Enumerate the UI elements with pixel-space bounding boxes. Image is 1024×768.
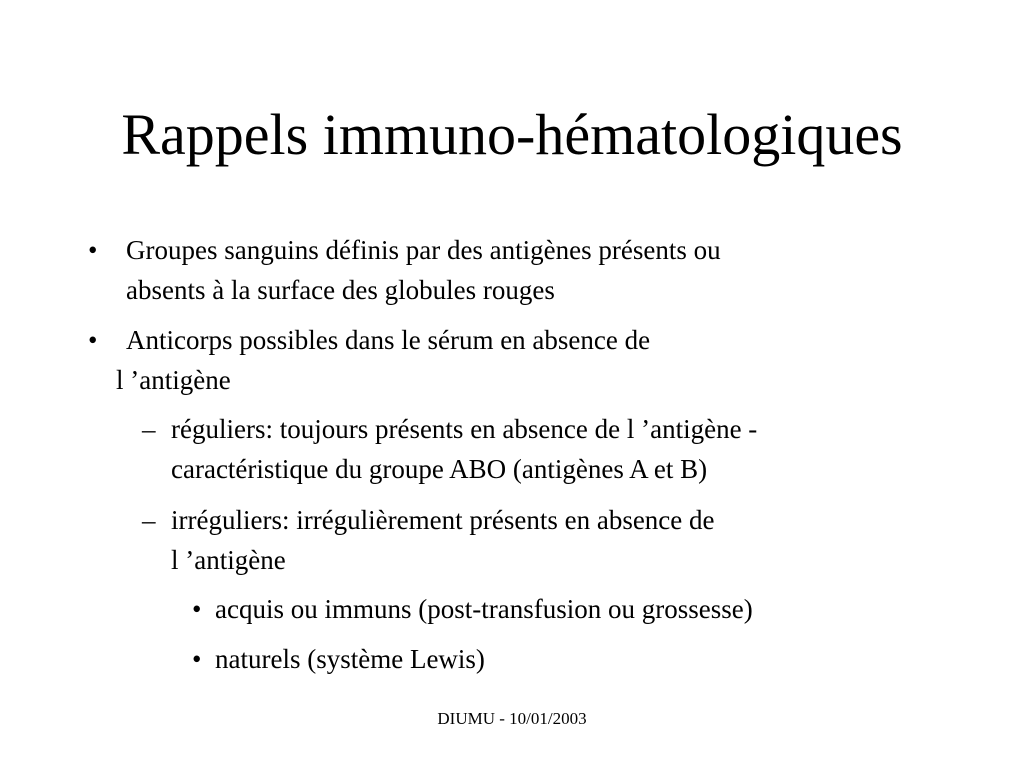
- sub-bullet-marker: –: [142, 505, 156, 535]
- sub-sub-bullet-marker: •: [192, 594, 202, 624]
- sub-bullet-2-line-2: l ’antigène: [171, 545, 286, 575]
- slide-footer: DIUMU - 10/01/2003: [437, 709, 587, 728]
- slide-title: Rappels immuno-hématologiques: [121, 102, 903, 167]
- sub-sub-bullet-1: acquis ou immuns (post-transfusion ou grossesse): [215, 594, 753, 624]
- sub-bullet-2-line-1: irréguliers: irrégulièrement présents en absence de: [171, 505, 715, 535]
- bullet-2-line-2: l ’antigène: [116, 365, 231, 395]
- bullet-marker: •: [88, 235, 98, 265]
- bullet-2-line-1: Anticorps possibles dans le sérum en absence de: [126, 325, 651, 355]
- sub-bullet-1-line-1: réguliers: toujours présents en absence de l ’antigène -: [171, 414, 758, 444]
- sub-sub-bullet-2: naturels (système Lewis): [215, 644, 485, 674]
- bullet-1-line-1: Groupes sanguins définis par des antigènes présents ou: [126, 235, 721, 265]
- bullet-1-line-2: absents à la surface des globules rouges: [126, 275, 555, 305]
- sub-bullet-marker: –: [142, 414, 156, 444]
- sub-bullet-1-line-2: caractéristique du groupe ABO (antigènes A et B): [171, 454, 708, 484]
- sub-sub-bullet-marker: •: [192, 644, 202, 674]
- bullet-marker: •: [88, 325, 98, 355]
